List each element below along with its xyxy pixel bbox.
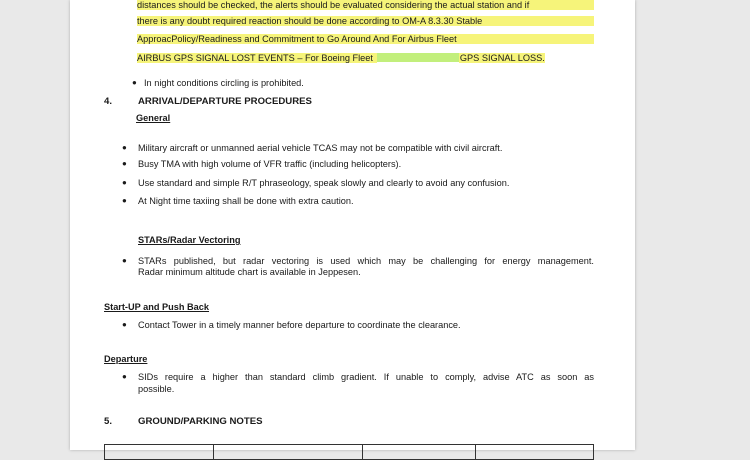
stars-heading: STARs/Radar Vectoring [138,235,241,245]
highlight-line-3 [137,34,594,44]
bullet-icon: ● [122,143,127,152]
departure-text-line-2: possible. [138,384,175,394]
green-highlight-mark [377,53,459,62]
bullet-icon: ● [122,159,127,168]
highlight-text-3: ApproacPolicy/Readiness and Commitment to Go Around And For Airbus Fleet [137,34,457,44]
section-5-number: 5. [104,416,113,427]
startup-heading: Start-UP and Push Back [104,302,210,312]
general-bullet-4: At Night time taxiing shall be done with extra caution. [138,196,354,206]
general-bullet-3: Use standard and simple R/T phraseology, speak slowly and clearly to avoid any confusion. [138,178,510,188]
startup-bullet: Contact Tower in a timely manner before departure to coordinate the clearance. [138,320,461,330]
bullet-icon: ● [122,372,127,381]
table-cell [363,445,476,460]
general-bullet-1: Military aircraft or unmanned aerial vehicle TCAS may not be compatible with civil aircraft. [138,143,503,153]
highlight-text-1: distances should be checked, the alerts should be evaluated considering the actual station and if [137,0,530,10]
document-body [70,0,635,450]
section-5-title: GROUND/PARKING NOTES [138,416,263,427]
table-cell [214,445,363,460]
stars-text-line-1: STARs published, but radar vectoring is used which may be challenging for energy management. [138,256,594,266]
stars-text-line-2: Radar minimum altitude chart is available in Jeppesen. [138,267,361,277]
highlight-line-4 [137,53,545,63]
bullet-icon: ● [132,78,137,87]
parking-notes-table [104,444,594,460]
departure-text-line-1: SIDs require a higher than standard climb gradient. If unable to comply, advise ATC as soon as [138,372,594,382]
bullet-icon: ● [122,196,127,205]
table-cell [105,445,214,460]
bullet-icon: ● [122,320,127,329]
table-row [105,445,594,460]
table-cell [476,445,594,460]
section-4-number: 4. [104,96,113,107]
bullet-icon: ● [122,178,127,187]
bullet-icon: ● [122,256,127,265]
night-bullet-text: In night conditions circling is prohibited. [144,78,304,88]
highlight-text-4b: GPS SIGNAL LOSS. [459,53,545,63]
departure-heading: Departure [104,354,148,364]
highlight-line-1 [137,0,594,10]
highlight-line-2 [137,16,594,26]
document-page [70,0,635,450]
general-heading: General [136,113,171,123]
general-bullet-2: Busy TMA with high volume of VFR traffic (including helicopters). [138,159,402,169]
highlight-text-2: there is any doubt required reaction should be done according to OM-A 8.3.30 Stable [137,16,483,26]
highlight-text-4a: AIRBUS GPS SIGNAL LOST EVENTS – For Boeing Fleet [137,53,373,63]
section-4-title: ARRIVAL/DEPARTURE PROCEDURES [138,96,312,107]
